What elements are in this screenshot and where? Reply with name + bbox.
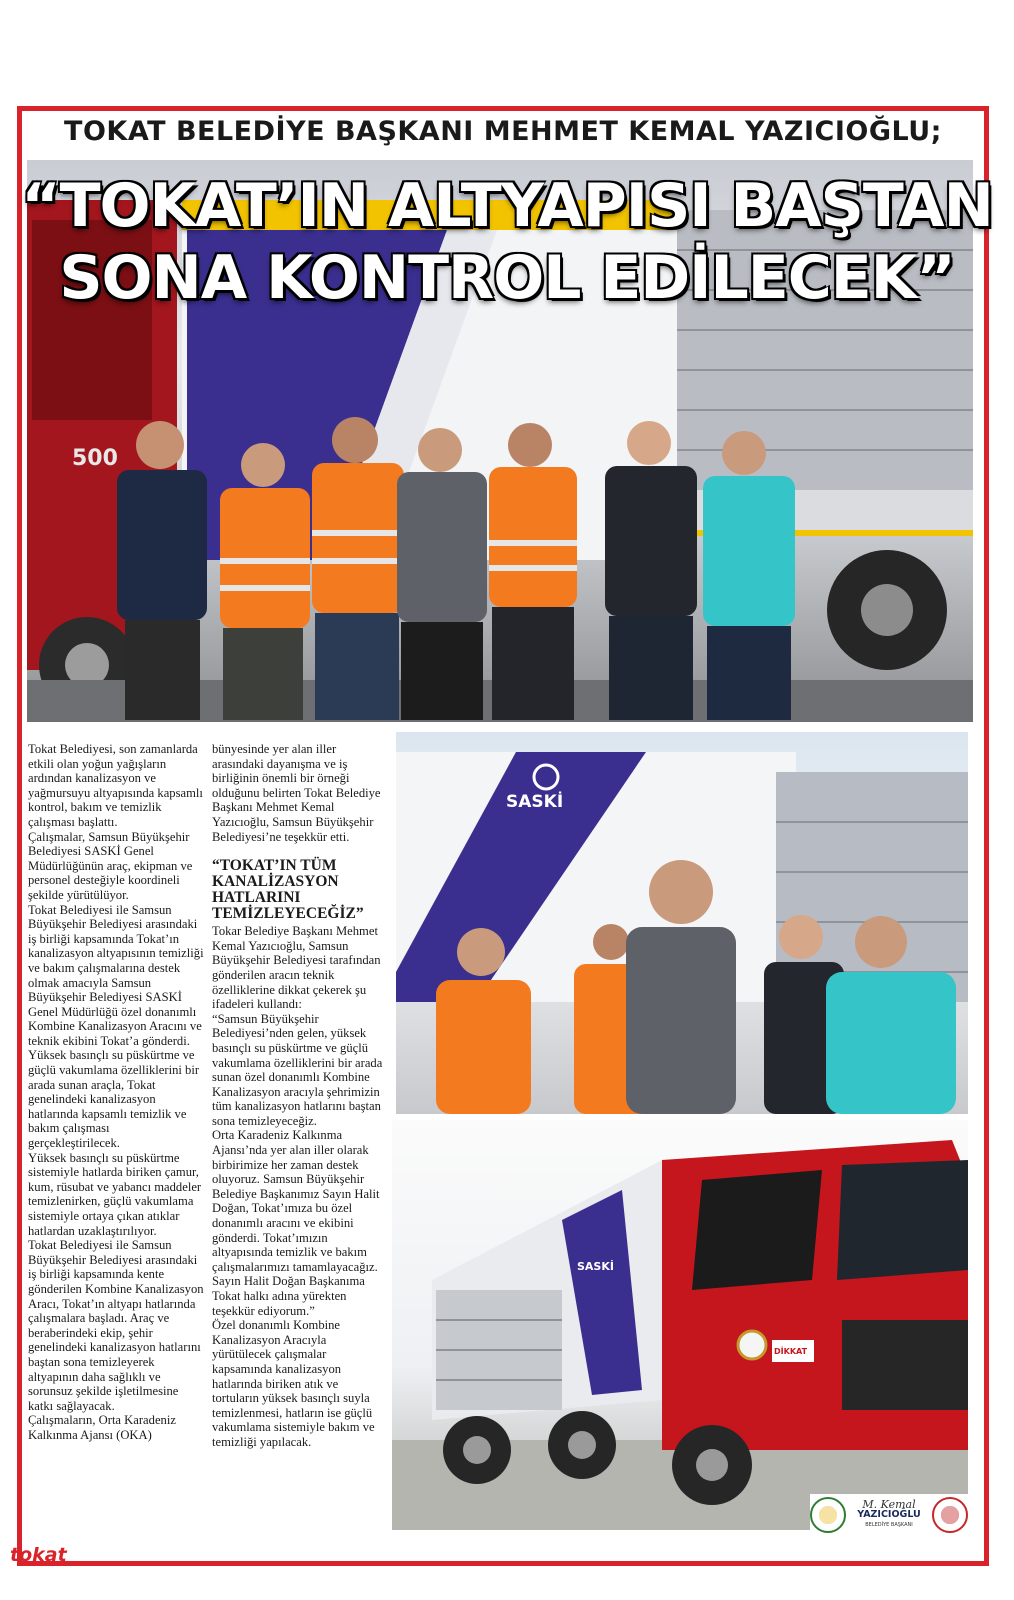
paragraph: Tokat Belediyesi, son zamanlarda etkili olan yoğun yağışların ardından kanalizasyon ve yağmursuyu altyapısında kapsamlı kontrol, bakım ve temizlik çalışması başlattı. bbox=[28, 742, 203, 829]
paragraph: Sayın Halit Doğan Başkanıma Tokat halkı adına yürekten teşekkür ediyorum.” bbox=[212, 1274, 365, 1318]
paragraph: Çalışmaların, Orta Karadeniz Kalkınma Ajansı (OKA) bbox=[28, 1413, 176, 1442]
paragraph: Özel donanımlı Kombine Kanalizasyon Aracıyla yürütülecek çalışmalar kapsamında kanalizasyon hatlarında biriken atık ve tortuların yüksek basınçlı suyla temizlenmesi, hatların ise güçlü vakumlama sistemiyle bakım ve temizliği yapılacak. bbox=[212, 1318, 375, 1449]
paragraph: Orta Karadeniz Kalkınma Ajansı’nda yer alan iller olarak birbirimize her zaman destek oluyoruz. Samsun Büyükşehir Belediye Başkanımız Sayın Halit Doğan, Tokat’ımıza bu özel donanımlı aracını ve ekibini gönderdi. Tokat’ımızın altyapısında temizlik ve bakım çalışmalarımızı tamamlayacağız. bbox=[212, 1128, 380, 1274]
truck-photo bbox=[392, 1120, 968, 1530]
paragraph: Yüksek basınçlı su püskürtme sistemiyle hatlarda biriken çamur, kum, rüsubat ve yabancı maddeler temizlenirken, güçlü vakumlama sistemiyle ortaya çıkan atıklar hatlardan uzaklaştırılıyor. bbox=[28, 1150, 202, 1238]
headline-line-1: “TOKAT’IN ALTYAPISI BAŞTAN bbox=[21, 171, 993, 241]
paragraph: bünyesinde yer alan iller arasındaki dayanışma ve iş birliğinin önemli bir örneği olduğunu belirten Tokat Belediye Başkanı Mehmet Kemal Yazıcıoğlu, Samsun Büyükşehir Belediyesi’ne teşekkür etti. bbox=[212, 742, 381, 844]
newspaper-brand: tokat bbox=[10, 1544, 67, 1566]
article-column-2 bbox=[212, 742, 388, 1450]
team-photo-art bbox=[396, 732, 968, 1114]
paragraph: Tokat Belediyesi ile Samsun Büyükşehir Belediyesi arasındaki iş birliği kapsamında Tokat’ın kanalizasyon altyapısının temizliği ve bakım çalışmalarına destek olmak amacıyla Samsun Büyükşehir Belediyesi SASKİ Genel Müdürlüğü özel donanımlı Kombine Kanalizasyon Aracını ve teknik ekibini Tokat’a gönderdi. Yüksek basınçlı su püskürtme ve güçlü vakumlama özelliklerini bir arada sunan araçla, Tokat genelindeki kanalizasyon hatlarında kapsamlı temizlik ve bakım çalışması gerçekleştirilecek. bbox=[28, 902, 204, 1151]
logo-strip bbox=[810, 1494, 968, 1536]
headline-line-2: SONA KONTROL EDİLECEK” bbox=[59, 243, 955, 313]
signature-name: YAZICIOĞLU bbox=[857, 1509, 921, 1520]
paragraph: Tokar Belediye Başkanı Mehmet Kemal Yazıcıoğlu, Samsun Büyükşehir Belediyesi tarafından gönderilen aracın teknik özelliklerine dikkat çekerek şu ifadeleri kullandı: bbox=[212, 924, 381, 1012]
signature-script: M. Kemal bbox=[862, 1498, 916, 1511]
paragraph: Tokat Belediyesi ile Samsun Büyükşehir Belediyesi arasındaki iş birliği kapsamında kente gönderilen Kombine Kanalizasyon Aracı, Tokat’ın altyapı hatlarında çalışmalara başladı. Araç ve beraberindeki ekip, şehir genelindeki kanalizasyon hatlarını baştan sona temizleyerek altyapının daha sağlıklı ve sorunsuz şekilde işletilmesine katkı sağlayacak. bbox=[28, 1238, 204, 1413]
warning-sticker-text: DİKKAT bbox=[774, 1347, 808, 1356]
saski-text: SASKİ bbox=[577, 1260, 614, 1273]
team-photo bbox=[396, 732, 968, 1114]
article-column-1 bbox=[28, 742, 204, 1443]
signature-title: BELEDİYE BAŞKANI bbox=[865, 1522, 913, 1528]
truck-model-text: 500 bbox=[72, 446, 118, 471]
mayor-signature bbox=[857, 1500, 921, 1530]
saski-text: SASKİ bbox=[506, 792, 564, 812]
paragraph: “Samsun Büyükşehir Belediyesi’nden gelen, yüksek basınçlı su püskürtme ve güçlü vakumlama özelliklerini bir arada sunan özel donanımlı Kombine Kanalizasyon aracıyla şehrimizin tüm kanalizasyon hatlarını baştan sona temizleyeceğiz. bbox=[212, 1011, 383, 1128]
tokat-emblem-icon bbox=[932, 1497, 968, 1533]
truck-photo-art bbox=[392, 1120, 968, 1530]
subheading: “TOKAT’IN TÜM KANALİZASYON HATLARINI TEMİZLEYECEĞİZ” bbox=[212, 857, 364, 923]
kicker: TOKAT BELEDİYE BAŞKANI MEHMET KEMAL YAZICIOĞLU; bbox=[64, 116, 942, 147]
paragraph: Çalışmalar, Samsun Büyükşehir Belediyesi SASKİ Genel Müdürlüğünün araç, ekipman ve personel desteğiyle koordineli şekilde yürütülüyor. bbox=[28, 829, 193, 902]
tokat-municipality-seal-icon bbox=[810, 1497, 846, 1533]
headline bbox=[0, 170, 1014, 314]
